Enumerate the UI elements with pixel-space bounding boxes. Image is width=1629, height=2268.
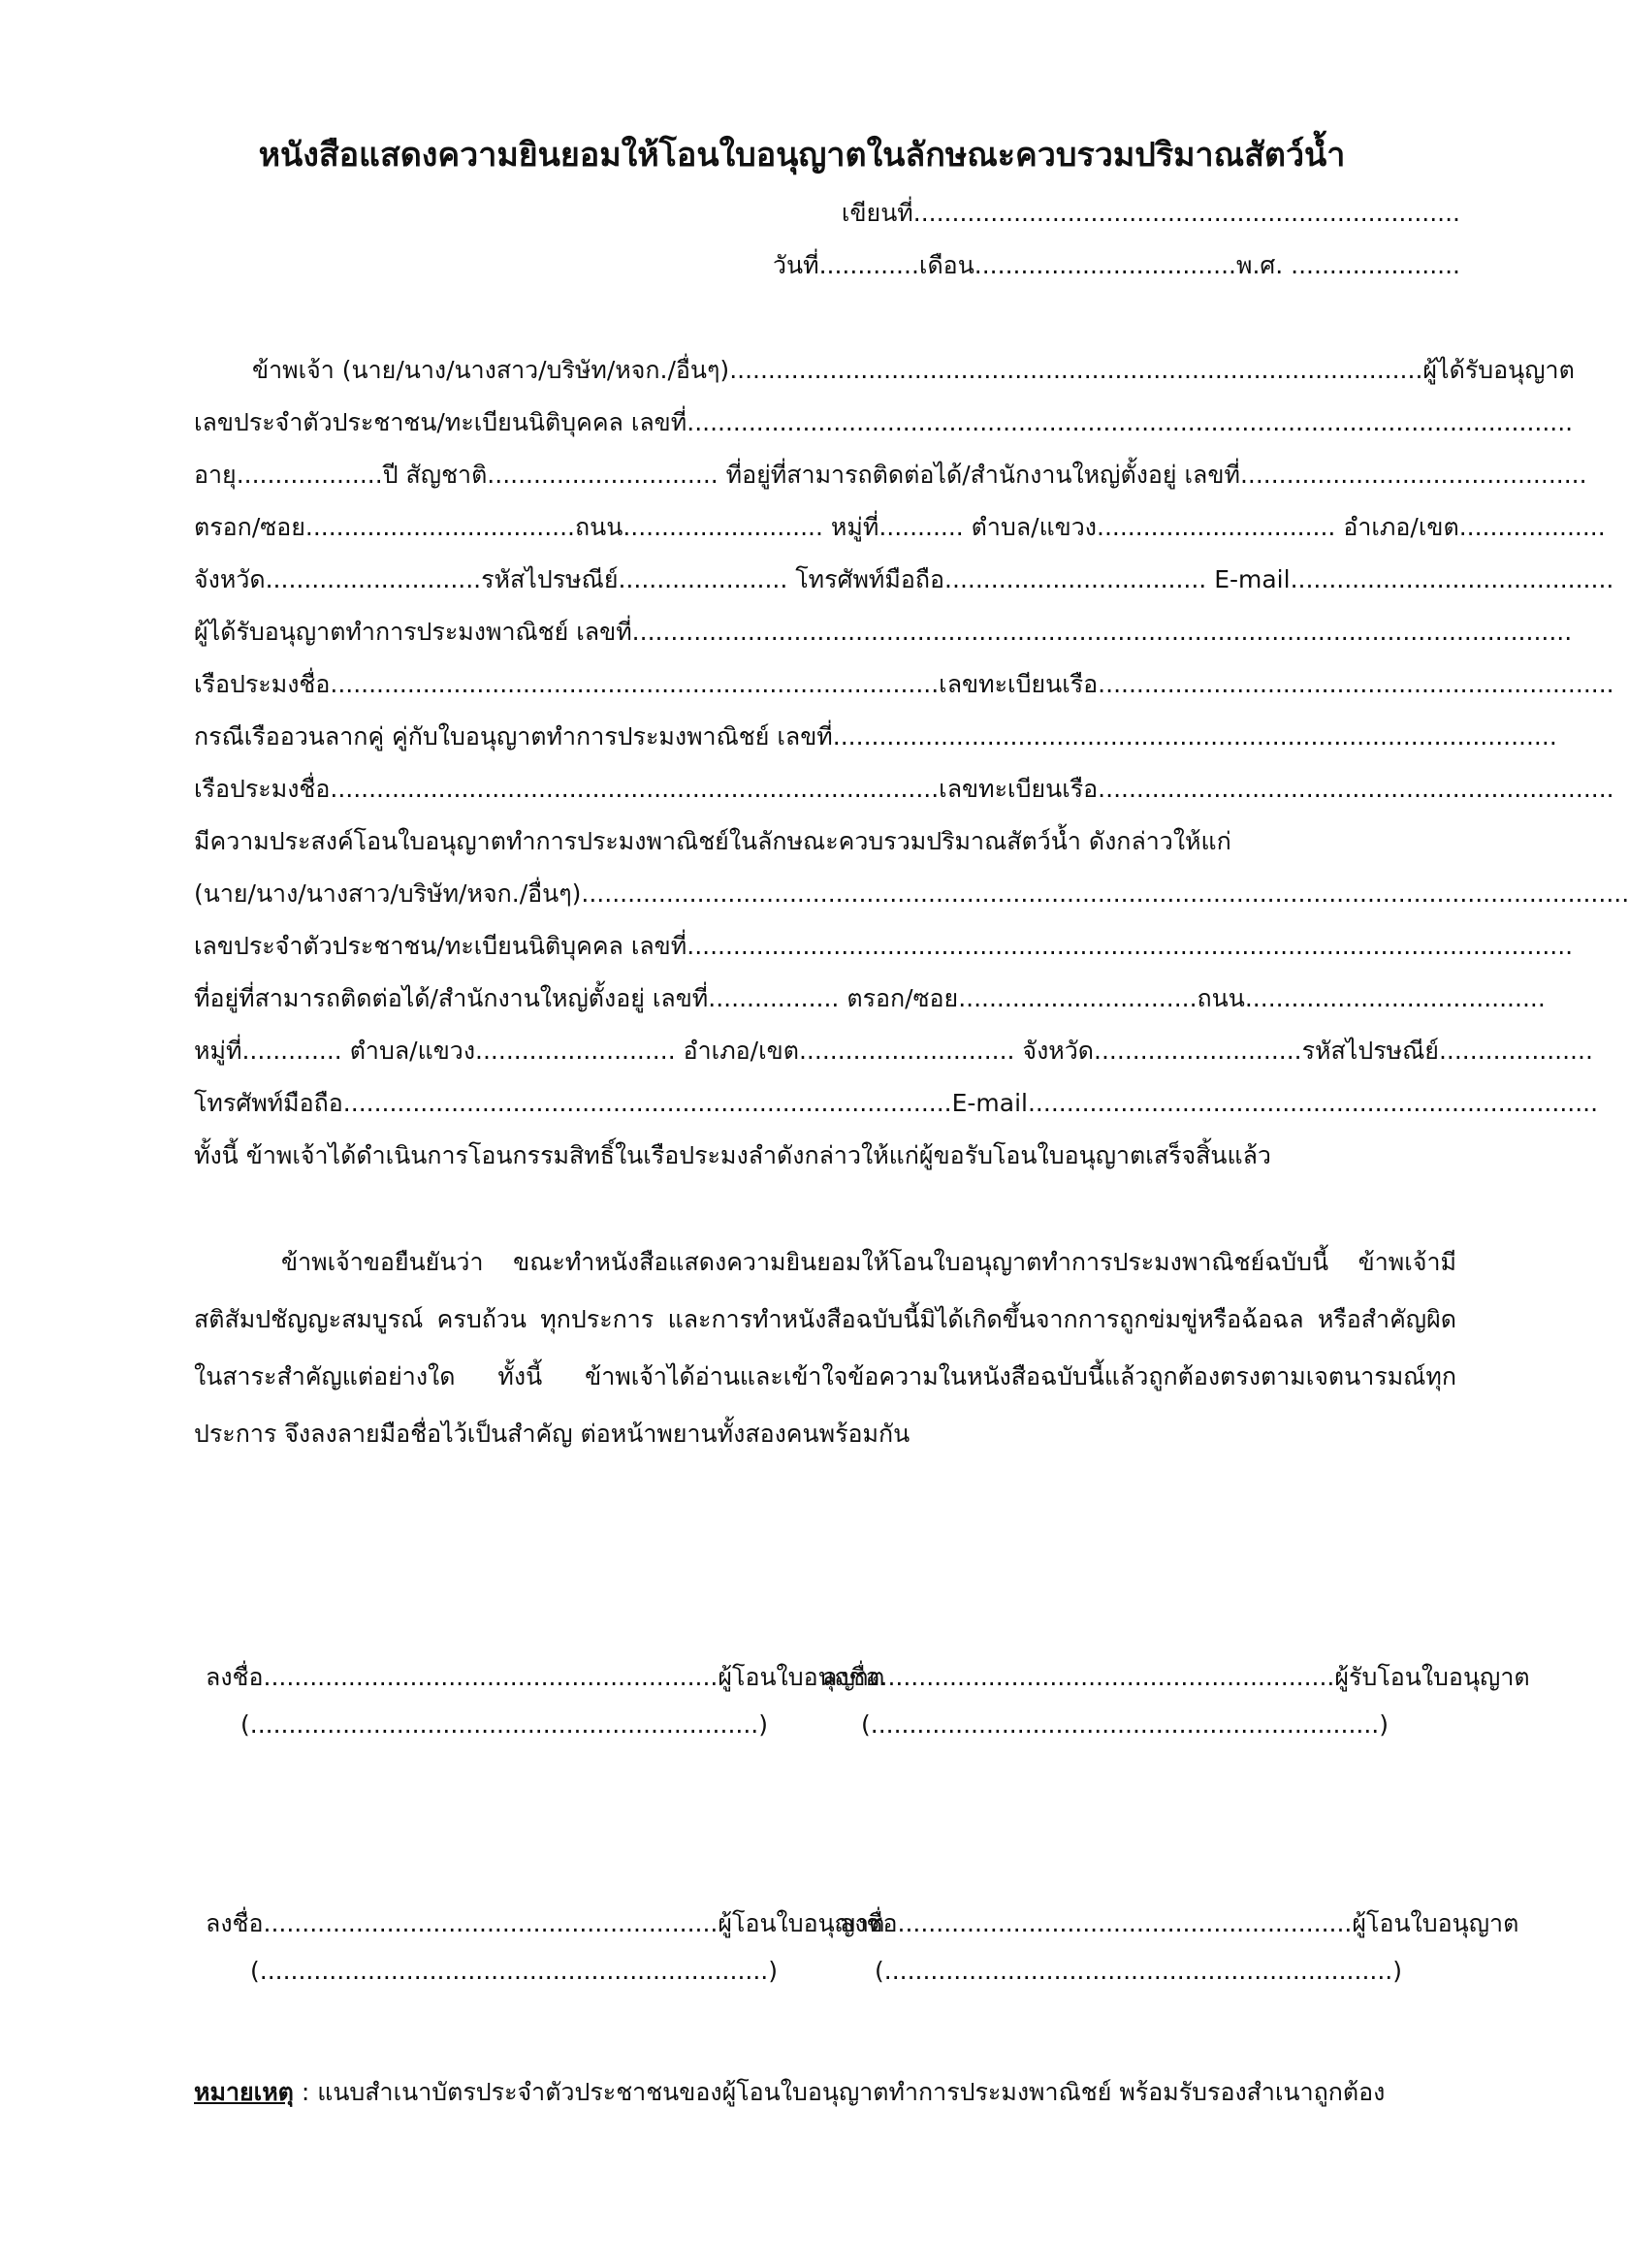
form-line-7: เรือประมงชื่อ...............................................................................เลขทะเบียนเรือ................................................................... xyxy=(194,670,1614,698)
date-line: วันที่.............เดือน..................................พ.ศ. ...................... xyxy=(772,251,1460,279)
form-line-1: ข้าพเจ้า (นาย/นาง/นางสาว/บริษัท/หจก./อื่นๆ)..........................................................................................ผู้ได้รับอนุญาต xyxy=(252,356,1575,384)
written-at-line: เขียนที่....................................................................... xyxy=(841,199,1460,227)
form-line-12: เลขประจำตัวประชาชน/ทะเบียนนิติบุคคล เลขที่................................................................................................................... xyxy=(194,932,1574,960)
declaration-text: ข้าพเจ้าขอยืนยันว่า ขณะทำหนังสือแสดงความยินยอมให้โอนใบอนุญาตทำการประมงพาณิชย์ฉบับนี้ ข้าพเจ้ามีสติสัมปชัญญะสมบูรณ์ ครบถ้วน ทุกประการ และการทำหนังสือฉบับนี้มิได้เกิดขึ้นจากการถูกข่มขู่หรือฉ้อฉล หรือสำคัญผิดในสาระสำคัญแต่อย่างใด ทั้งนี้ ข้าพเจ้าได้อ่านและเข้าใจข้อความในหนังสือฉบับนี้แล้วถูกต้องตรงตามเจตนารมณ์ทุกประการ จึงลงลายมือชื่อไว้เป็นสำคัญ ต่อหน้าพยานทั้งสองคนพร้อมกัน xyxy=(194,1248,1456,1448)
form-line-3: อายุ...................ปี สัญชาติ.............................. ที่อยู่ที่สามารถติดต่อได้/สำนักงานใหญ่ตั้งอยู่ เลขที่............................................. xyxy=(194,461,1587,489)
form-line-8: กรณีเรืออวนลากคู่ คู่กับใบอนุญาตทำการประมงพาณิชย์ เลขที่.............................................................................................. xyxy=(194,722,1557,751)
signature-transferor-1: ลงชื่อ...........................................................ผู้โอนใบอนุญาต xyxy=(206,1663,885,1691)
signature-transferor-2-name: (..................................................................) xyxy=(250,1957,778,1985)
form-line-9: เรือประมงชื่อ...............................................................................เลขทะเบียนเรือ................................................................... xyxy=(194,775,1614,803)
signature-transferee-name: (..................................................................) xyxy=(861,1710,1389,1739)
remark-text: : แนบสำเนาบัตรประจำตัวประชาชนของผู้โอนใบอนุญาตทำการประมงพาณิชย์ พร้อมรับรองสำเนาถูกต้อง xyxy=(293,2078,1386,2106)
form-line-14: หมู่ที่............. ตำบล/แขวง.......................... อำเภอ/เขต............................ จังหวัด...........................รหัสไปรษณีย์.................... xyxy=(194,1037,1593,1065)
signature-transferor-1-name: (..................................................................) xyxy=(240,1710,768,1739)
form-line-2: เลขประจำตัวประชาชน/ทะเบียนนิติบุคคล เลขที่................................................................................................................... xyxy=(194,408,1574,436)
remark xyxy=(194,2073,1385,2112)
form-line-6: ผู้ได้รับอนุญาตทำการประมงพาณิชย์ เลขที่.......................................................................................................................... xyxy=(194,618,1573,646)
signature-transferor-3: ลงชื่อ...........................................................ผู้โอนใบอนุญาต xyxy=(840,1909,1519,1937)
document-title: หนังสือแสดงความยินยอมให้โอนใบอนุญาตในลักษณะควบรวมปริมาณสัตว์น้ำ xyxy=(258,136,1346,175)
form-line-4: ตรอก/ซอย...................................ถนน.......................... หมู่ที่........... ตำบล/แขวง............................... อำเภอ/เขต................... xyxy=(194,513,1606,541)
form-line-5: จังหวัด............................รหัสไปรษณีย์...................... โทรศัพท์มือถือ.................................. E-mail.......................................... xyxy=(194,565,1614,593)
form-line-16: ทั้งนี้ ข้าพเจ้าได้ดำเนินการโอนกรรมสิทธิ์ในเรือประมงลำดังกล่าวให้แก่ผู้ขอรับโอนใบอนุญาตเสร็จสิ้นแล้ว xyxy=(194,1141,1271,1169)
form-line-13: ที่อยู่ที่สามารถติดต่อได้/สำนักงานใหญ่ตั้งอยู่ เลขที่................. ตรอก/ซอย...............................ถนน....................................... xyxy=(194,984,1546,1012)
signature-transferor-2: ลงชื่อ...........................................................ผู้โอนใบอนุญาต xyxy=(206,1909,885,1937)
declaration-paragraph xyxy=(194,1233,1456,1462)
form-line-11: (นาย/นาง/นางสาว/บริษัท/หจก./อื่นๆ)........................................................................................................................................ xyxy=(194,879,1629,908)
signature-transferee: ลงชื่อ...........................................................ผู้รับโอนใบอนุญาต xyxy=(822,1663,1530,1691)
form-line-15: โทรศัพท์มือถือ...............................................................................E-mail.......................................................................... xyxy=(194,1089,1599,1117)
remark-label: หมายเหตุ xyxy=(194,2078,294,2106)
form-line-10: มีความประสงค์โอนใบอนุญาตทำการประมงพาณิชย์ในลักษณะควบรวมปริมาณสัตว์น้ำ ดังกล่าวให้แก่ xyxy=(194,827,1231,855)
signature-transferor-3-name: (..................................................................) xyxy=(875,1957,1402,1985)
